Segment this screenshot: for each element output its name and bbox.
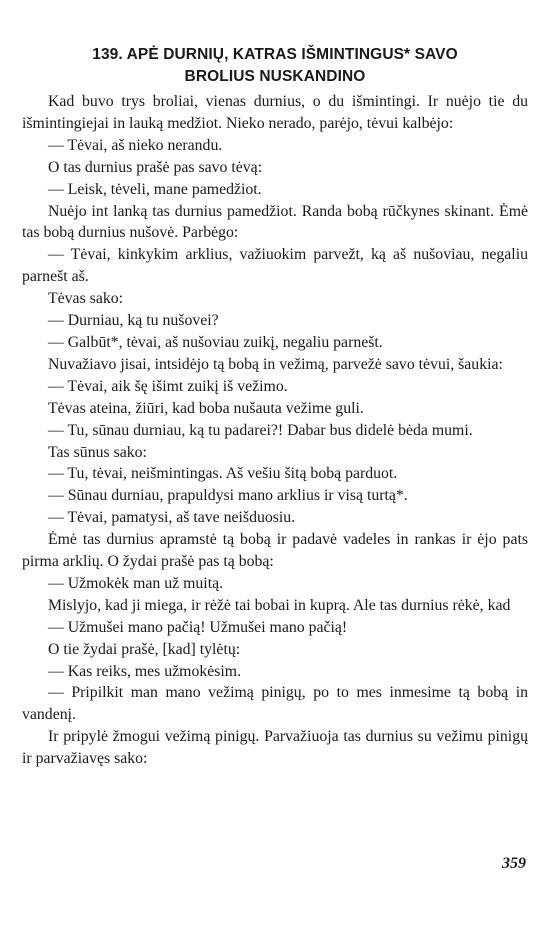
paragraph: Tėvas ateina, žiūri, kad boba nušauta vežime guli.: [48, 399, 364, 417]
paragraph: — Užmušei mano pačią! Užmušei mano pačią!: [48, 618, 348, 636]
paragraph: — Galbūt*, tėvai, aš nušoviau zuikį, negaliu parnešt.: [48, 333, 383, 351]
paragraph: — Tėvai, aš nieko nerandu.: [48, 136, 223, 154]
paragraph: — Tėvai, aik šę išimt zuikį iš vežimo.: [48, 377, 288, 395]
paragraph: Ėmė tas durnius apramstė tą bobą ir padavė vadeles in rankas ir ėjo pats pirma arklių. O žydai prašė pas tą bobą:: [22, 531, 528, 571]
page-number: 359: [502, 855, 526, 872]
story-title-line-2: BROLIUS NUSKANDINO: [184, 68, 366, 85]
paragraph: — Tu, tėvai, neišmintingas. Aš vešiu šitą bobą parduot.: [48, 465, 398, 483]
paragraph: — Durniau, ką tu nušovei?: [48, 312, 219, 330]
paragraph: — Kas reiks, mes užmokėsim.: [48, 662, 242, 680]
paragraph: — Pripilkit man mano vežimą pinigų, po to mes inmesime tą bobą in vandenį.: [22, 684, 528, 724]
story-title-line-1: 139. APĖ DURNIŲ, KATRAS IŠMINTINGUS* SAVO: [92, 46, 458, 63]
paragraph: Mislyjo, kad ji miega, ir rėžė tai bobai in kuprą. Ale tas durnius rėkė, kad: [48, 596, 511, 614]
paragraph: — Užmokėk man už muitą.: [48, 574, 224, 592]
paragraph: Ir pripylė žmogui vežimą pinigų. Parvažiuoja tas durnius su vežimu pinigų ir parvažiavęs sako:: [22, 728, 528, 768]
paragraph: Tas sūnus sako:: [48, 443, 147, 461]
paragraph: Tėvas sako:: [48, 290, 124, 308]
paragraph: O tas durnius prašė pas savo tėvą:: [48, 158, 263, 176]
paragraph: — Tėvai, pamatysi, aš tave neišduosiu.: [48, 509, 296, 527]
paragraph: Kad buvo trys broliai, vienas durnius, o du išmintingi. Ir nuėjo tie du išmintingiejai in lauką medžiot. Nieko nerado, parėjo, tėvui kalbėjo:: [22, 93, 528, 132]
story-title: [22, 44, 528, 88]
paragraph: — Sūnau durniau, prapuldysi mano arklius ir visą turtą*.: [48, 487, 408, 505]
paragraph: — Leisk, tėveli, mane pamedžiot.: [48, 180, 262, 198]
paragraph: — Tėvai, kinkykim arklius, važiuokim parvežt, ką aš nušoviau, negaliu parnešt aš.: [22, 246, 528, 286]
story-body: [22, 91, 528, 770]
paragraph: — Tu, sūnau durniau, ką tu padarei?! Dabar bus didelė bėda mumi.: [48, 421, 473, 439]
paragraph: Nuvažiavo jisai, intsidėjo tą bobą in vežimą, parvežė savo tėvui, šaukia:: [48, 355, 503, 373]
paragraph: Nuėjo int lanką tas durnius pamedžiot. Randa bobą rūčkynes skinant. Ėmė tas bobą durnius nušovė. Parbėgo:: [22, 202, 528, 242]
paragraph: O tie žydai prašė, [kad] tylėtų:: [48, 640, 241, 658]
